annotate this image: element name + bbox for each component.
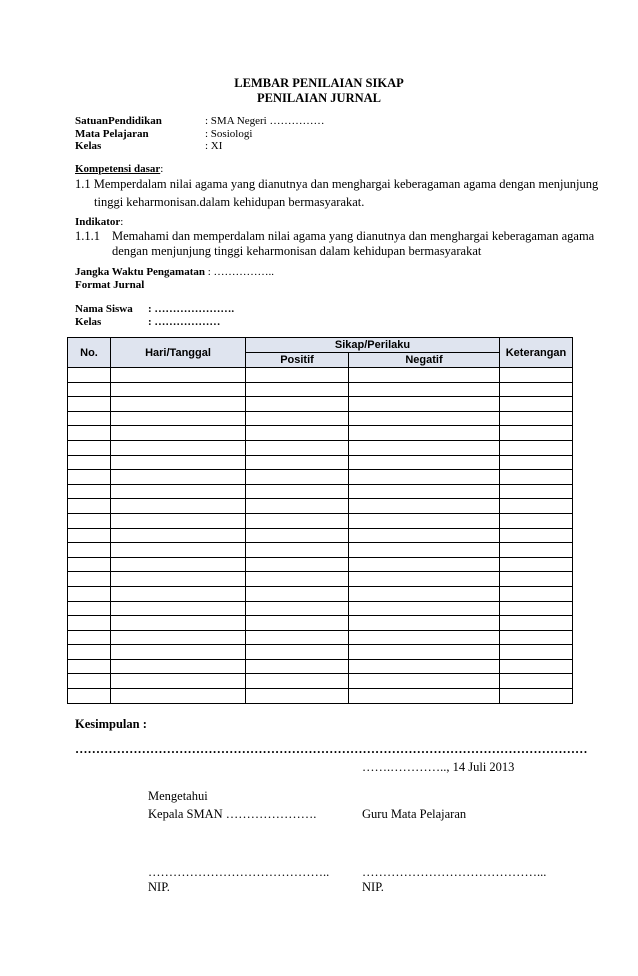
date-line: …….………….., 14 Juli 2013: [362, 760, 515, 774]
cell-no[interactable]: [68, 455, 111, 470]
table-row: [68, 499, 573, 514]
table-row: [68, 630, 573, 645]
cell-negatif[interactable]: [349, 601, 500, 616]
cell-positif[interactable]: [246, 470, 349, 485]
cell-hari-tanggal[interactable]: [111, 659, 246, 674]
cell-negatif[interactable]: [349, 397, 500, 412]
cell-positif[interactable]: [246, 528, 349, 543]
siswa-kelas-label: Kelas: [75, 316, 102, 328]
table-row: [68, 674, 573, 689]
cell-positif[interactable]: [246, 659, 349, 674]
table-row: [68, 601, 573, 616]
cell-keterangan[interactable]: [500, 689, 573, 704]
cell-no[interactable]: [68, 586, 111, 601]
cell-hari-tanggal[interactable]: [111, 484, 246, 499]
info-value-kelas: : XI: [205, 140, 223, 152]
cell-keterangan[interactable]: [500, 397, 573, 412]
cell-no[interactable]: [68, 659, 111, 674]
cell-negatif[interactable]: [349, 368, 500, 383]
cell-positif[interactable]: [246, 557, 349, 572]
cell-negatif[interactable]: [349, 572, 500, 587]
form-subtitle: PENILAIAN JURNAL: [257, 91, 381, 105]
nip-left: NIP.: [148, 880, 170, 894]
cell-negatif[interactable]: [349, 586, 500, 601]
signature-line-right: ……………………………………...: [362, 865, 547, 879]
cell-positif[interactable]: [246, 543, 349, 558]
table-row: [68, 484, 573, 499]
cell-positif[interactable]: [246, 513, 349, 528]
cell-no[interactable]: [68, 528, 111, 543]
cell-no[interactable]: [68, 397, 111, 412]
cell-positif[interactable]: [246, 411, 349, 426]
cell-no[interactable]: [68, 499, 111, 514]
cell-no[interactable]: [68, 513, 111, 528]
siswa-name-label: Nama Siswa: [75, 303, 133, 315]
cell-hari-tanggal[interactable]: [111, 455, 246, 470]
cell-no[interactable]: [68, 440, 111, 455]
indikator-colon: :: [120, 216, 124, 228]
table-row: [68, 557, 573, 572]
nip-right: NIP.: [362, 880, 384, 894]
cell-keterangan[interactable]: [500, 601, 573, 616]
cell-negatif[interactable]: [349, 513, 500, 528]
cell-keterangan[interactable]: [500, 455, 573, 470]
cell-negatif[interactable]: [349, 499, 500, 514]
cell-hari-tanggal[interactable]: [111, 368, 246, 383]
cell-no[interactable]: [68, 470, 111, 485]
cell-hari-tanggal[interactable]: [111, 689, 246, 704]
jangka-waktu: [75, 266, 274, 278]
cell-negatif[interactable]: [349, 440, 500, 455]
cell-positif[interactable]: [246, 630, 349, 645]
cell-keterangan[interactable]: [500, 426, 573, 441]
kepala-sman-text: Kepala SMAN ………………….: [148, 807, 317, 821]
jangka-value: : ……………..: [207, 266, 275, 278]
cell-negatif[interactable]: [349, 382, 500, 397]
cell-hari-tanggal[interactable]: [111, 557, 246, 572]
jangka-label: Jangka Waktu Pengamatan: [75, 266, 205, 278]
cell-no[interactable]: [68, 426, 111, 441]
table-row: [68, 382, 573, 397]
cell-no[interactable]: [68, 484, 111, 499]
cell-positif[interactable]: [246, 616, 349, 631]
indikator-number: 1.1.1: [75, 229, 100, 243]
table-row: [68, 455, 573, 470]
table-row: [68, 440, 573, 455]
info-value-mapel: : Sosiologi: [205, 128, 253, 140]
cell-keterangan[interactable]: [500, 630, 573, 645]
kompetensi-label: Kompetensi dasar: [75, 163, 161, 175]
cell-hari-tanggal[interactable]: [111, 645, 246, 660]
cell-positif[interactable]: [246, 368, 349, 383]
cell-positif[interactable]: [246, 645, 349, 660]
cell-hari-tanggal[interactable]: [111, 411, 246, 426]
table-row: [68, 543, 573, 558]
kompetensi-colon: :: [160, 163, 164, 175]
header-hari-tanggal: Hari/Tanggal: [111, 338, 246, 368]
indikator-label: Indikator: [75, 216, 121, 228]
cell-hari-tanggal[interactable]: [111, 674, 246, 689]
cell-positif[interactable]: [246, 674, 349, 689]
cell-hari-tanggal[interactable]: [111, 528, 246, 543]
mengetahui-text: Mengetahui: [148, 789, 208, 803]
cell-negatif[interactable]: [349, 645, 500, 660]
cell-keterangan[interactable]: [500, 411, 573, 426]
cell-positif[interactable]: [246, 455, 349, 470]
cell-no[interactable]: [68, 689, 111, 704]
cell-keterangan[interactable]: [500, 513, 573, 528]
cell-negatif[interactable]: [349, 543, 500, 558]
cell-no[interactable]: [68, 382, 111, 397]
cell-hari-tanggal[interactable]: [111, 397, 246, 412]
cell-negatif[interactable]: [349, 411, 500, 426]
cell-negatif[interactable]: [349, 484, 500, 499]
signature-line-left: ……………………………………..: [148, 865, 330, 879]
cell-no[interactable]: [68, 645, 111, 660]
cell-keterangan[interactable]: [500, 368, 573, 383]
cell-positif[interactable]: [246, 572, 349, 587]
cell-no[interactable]: [68, 543, 111, 558]
cell-negatif[interactable]: [349, 689, 500, 704]
cell-no[interactable]: [68, 674, 111, 689]
indikator-heading: [75, 216, 123, 228]
cell-keterangan[interactable]: [500, 528, 573, 543]
indikator-line1: Memahami dan memperdalam nilai agama yang dianutnya dan menghargai keberagaman agama: [112, 229, 595, 243]
cell-no[interactable]: [68, 630, 111, 645]
cell-keterangan[interactable]: [500, 499, 573, 514]
cell-positif[interactable]: [246, 426, 349, 441]
table-row: [68, 689, 573, 704]
journal-body: [68, 368, 573, 704]
cell-keterangan[interactable]: [500, 572, 573, 587]
kompetensi-heading: [75, 163, 163, 175]
cell-keterangan[interactable]: [500, 470, 573, 485]
kompetensi-line2: tinggi keharmonisan.dalam kehidupan bermasyarakat.: [94, 195, 365, 209]
kompetensi-line1: 1.1 Memperdalam nilai agama yang dianutnya dan menghargai keberagaman agama dengan menjunjung: [75, 177, 599, 191]
cell-no[interactable]: [68, 557, 111, 572]
table-row: [68, 645, 573, 660]
info-value-satuan: : SMA Negeri ……………: [205, 115, 325, 127]
cell-negatif[interactable]: [349, 426, 500, 441]
cell-hari-tanggal[interactable]: [111, 572, 246, 587]
cell-no[interactable]: [68, 616, 111, 631]
cell-no[interactable]: [68, 601, 111, 616]
cell-hari-tanggal[interactable]: [111, 630, 246, 645]
table-row: [68, 513, 573, 528]
cell-hari-tanggal[interactable]: [111, 440, 246, 455]
siswa-kelas-value: : ………………: [148, 316, 221, 328]
cell-hari-tanggal[interactable]: [111, 470, 246, 485]
header-negatif: Negatif: [349, 353, 500, 368]
table-row: [68, 528, 573, 543]
cell-positif[interactable]: [246, 499, 349, 514]
table-row: [68, 368, 573, 383]
cell-positif[interactable]: [246, 689, 349, 704]
table-row: [68, 659, 573, 674]
siswa-name-value: : ………………….: [148, 303, 235, 315]
cell-hari-tanggal[interactable]: [111, 499, 246, 514]
cell-keterangan[interactable]: [500, 557, 573, 572]
cell-keterangan[interactable]: [500, 440, 573, 455]
table-row: [68, 426, 573, 441]
guru-mapel-text: Guru Mata Pelajaran: [362, 807, 467, 821]
info-label-satuan: SatuanPendidikan: [75, 115, 162, 127]
cell-negatif[interactable]: [349, 557, 500, 572]
info-label-mapel: Mata Pelajaran: [75, 128, 149, 140]
cell-negatif[interactable]: [349, 528, 500, 543]
cell-keterangan[interactable]: [500, 645, 573, 660]
info-label-kelas: Kelas: [75, 140, 102, 152]
cell-hari-tanggal[interactable]: [111, 382, 246, 397]
table-row: [68, 586, 573, 601]
cell-positif[interactable]: [246, 601, 349, 616]
kesimpulan-label: Kesimpulan :: [75, 717, 147, 731]
cell-no[interactable]: [68, 572, 111, 587]
cell-negatif[interactable]: [349, 659, 500, 674]
cell-keterangan[interactable]: [500, 543, 573, 558]
cell-positif[interactable]: [246, 484, 349, 499]
cell-negatif[interactable]: [349, 470, 500, 485]
cell-positif[interactable]: [246, 397, 349, 412]
header-sikap-perilaku: Sikap/Perilaku: [246, 338, 500, 353]
table-row: [68, 616, 573, 631]
cell-keterangan[interactable]: [500, 674, 573, 689]
form-title: LEMBAR PENILAIAN SIKAP: [234, 76, 404, 90]
cell-hari-tanggal[interactable]: [111, 586, 246, 601]
table-row: [68, 397, 573, 412]
cell-no[interactable]: [68, 411, 111, 426]
cell-hari-tanggal[interactable]: [111, 513, 246, 528]
format-jurnal-label: Format Jurnal: [75, 279, 145, 291]
cell-negatif[interactable]: [349, 616, 500, 631]
header-keterangan: Keterangan: [500, 338, 573, 368]
cell-keterangan[interactable]: [500, 484, 573, 499]
cell-keterangan[interactable]: [500, 659, 573, 674]
cell-positif[interactable]: [246, 382, 349, 397]
cell-hari-tanggal[interactable]: [111, 616, 246, 631]
cell-keterangan[interactable]: [500, 586, 573, 601]
cell-negatif[interactable]: [349, 674, 500, 689]
cell-negatif[interactable]: [349, 630, 500, 645]
cell-negatif[interactable]: [349, 455, 500, 470]
table-row: [68, 572, 573, 587]
table-row: [68, 411, 573, 426]
kesimpulan-dots: ……………………………………………………………………………………………………………: [75, 742, 588, 756]
cell-no[interactable]: [68, 368, 111, 383]
header-positif: Positif: [246, 353, 349, 368]
cell-hari-tanggal[interactable]: [111, 601, 246, 616]
table-row: [68, 470, 573, 485]
cell-hari-tanggal[interactable]: [111, 426, 246, 441]
cell-positif[interactable]: [246, 440, 349, 455]
cell-keterangan[interactable]: [500, 616, 573, 631]
indikator-line2: dengan menjunjung tinggi keharmonisan dalam kehidupan bermasyarakat: [112, 244, 482, 258]
journal-table: [67, 337, 573, 704]
header-no: No.: [68, 338, 111, 368]
cell-keterangan[interactable]: [500, 382, 573, 397]
cell-hari-tanggal[interactable]: [111, 543, 246, 558]
cell-positif[interactable]: [246, 586, 349, 601]
